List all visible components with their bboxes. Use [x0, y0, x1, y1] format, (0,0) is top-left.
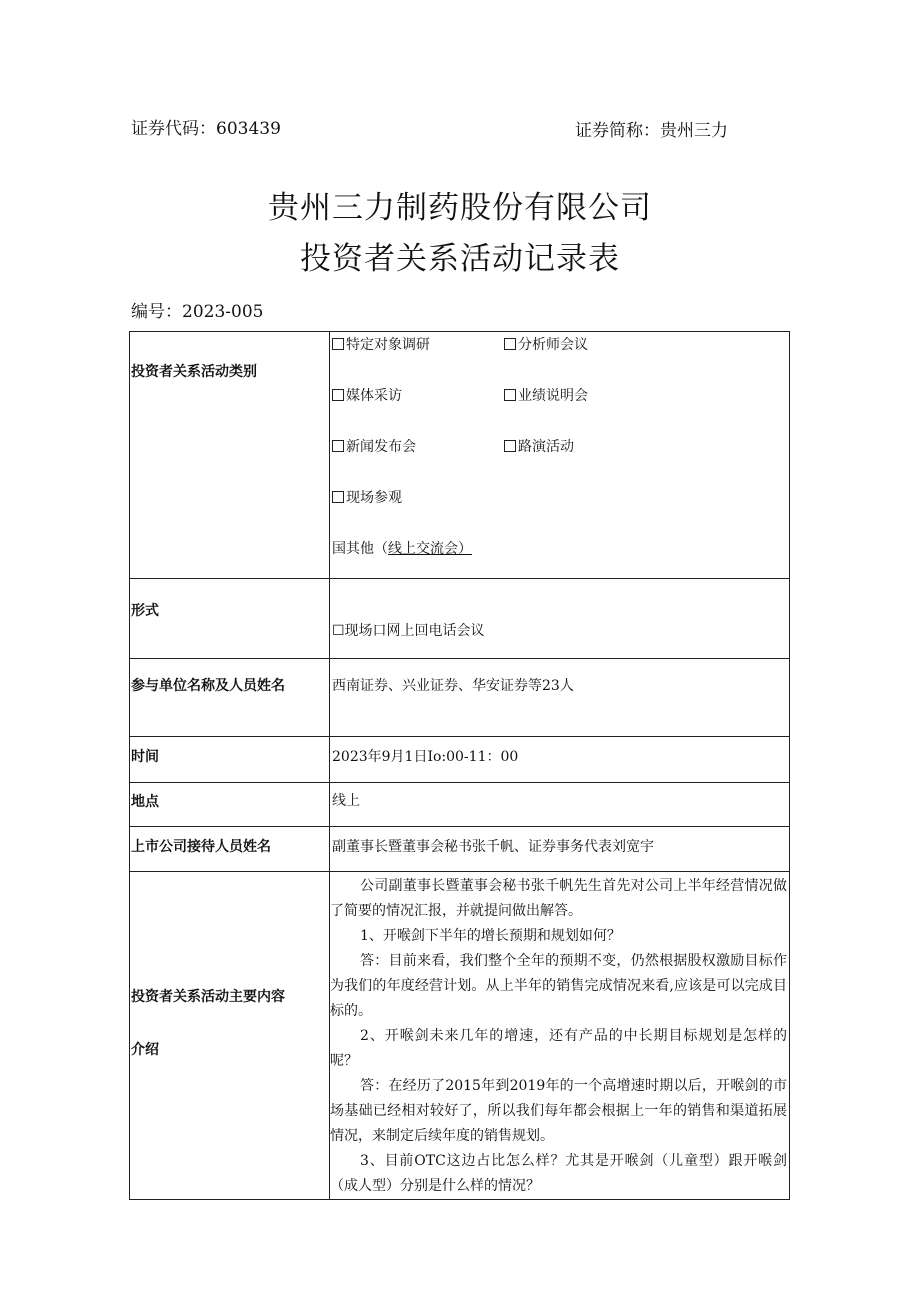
table-row-content	[130, 872, 790, 1200]
place-value-cell	[330, 783, 790, 827]
time-value: 2023年9月1日Io:00-11：00	[332, 749, 519, 765]
option-media-interview: 媒体采访	[332, 385, 402, 405]
form-value: ☐现场口网上回电话会议	[332, 623, 485, 639]
checkbox-icon	[504, 440, 516, 452]
place-value: 线上	[332, 793, 360, 809]
content-paragraph: 1、开喉剑下半年的增长预期和规划如何？	[360, 928, 621, 944]
reception-value: 副董事长暨董事会秘书张千帆、证券事务代表刘宽宇	[332, 839, 654, 855]
participants-value: 西南证券、兴业证券、华安证券等23人	[332, 678, 574, 694]
option-site-visit: 现场参观	[332, 487, 402, 507]
place-label-cell	[130, 783, 330, 827]
time-label: 时间	[131, 749, 159, 765]
option-other	[332, 538, 472, 558]
checkbox-icon	[504, 338, 516, 350]
table-row-category	[130, 332, 790, 579]
content-paragraph: 公司副董事长暨董事会秘书张千帆先生首先对公司上半年经营情况做了简要的情况汇报，并就提问做出解答。	[330, 878, 787, 919]
content-paragraph: 2、开喉剑未来几年的增速，还有产品的中长期目标规划是怎样的呢？	[330, 1028, 787, 1069]
content-label-line1: 投资者关系活动主要内容	[131, 989, 285, 1005]
reception-value-cell	[330, 827, 790, 872]
option-special-research: 特定对象调研	[332, 334, 430, 354]
category-label: 投资者关系活动类别	[131, 364, 257, 380]
time-label-cell	[130, 737, 330, 783]
form-value-cell	[330, 579, 790, 659]
content-paragraph: 答：目前来看，我们整个全年的预期不变，仍然根据股权激励目标作为我们的年度经营计划。从上半年的销售完成情况来看,应该是可以完成目标的。	[330, 953, 787, 1019]
participants-label-cell	[130, 659, 330, 737]
security-abbreviation: 证券简称：贵州三力	[575, 121, 728, 141]
table-row-form	[130, 579, 790, 659]
form-label-cell	[130, 579, 330, 659]
option-analyst-meeting: 分析师会议	[504, 334, 588, 354]
content-label-line2: 介绍	[131, 1042, 159, 1058]
table-row-place	[130, 783, 790, 827]
checkbox-icon	[332, 338, 344, 350]
option-press-conference: 新闻发布会	[332, 436, 416, 456]
record-table	[129, 331, 790, 1200]
time-value-cell	[330, 737, 790, 783]
option-roadshow: 路演活动	[504, 436, 574, 456]
option-other-prefix: 国其他（	[332, 541, 388, 557]
category-label-cell	[130, 332, 330, 579]
document-title: 投资者关系活动记录表	[300, 241, 620, 277]
reception-label: 上市公司接待人员姓名	[131, 839, 271, 855]
form-label: 形式	[131, 603, 159, 619]
category-options-cell	[330, 332, 790, 579]
content-body	[330, 872, 789, 1199]
checkbox-icon	[504, 389, 516, 401]
content-value-cell	[330, 872, 790, 1200]
participants-label: 参与单位名称及人员姓名	[131, 678, 285, 694]
content-paragraph: 答：在经历了2015年到2019年的一个高增速时期以后，开喉剑的市场基础已经相对较好了，所以我们每年都会根据上一年的销售和渠道拓展情况，来制定后续年度的销售规划。	[330, 1078, 787, 1144]
option-earnings-call: 业绩说明会	[504, 385, 588, 405]
content-label-cell	[130, 872, 330, 1200]
option-other-value: 线上交流会）	[388, 541, 472, 557]
table-row-participants	[130, 659, 790, 737]
document-number: 编号：2023-005	[131, 302, 264, 322]
table-row-reception	[130, 827, 790, 872]
participants-value-cell	[330, 659, 790, 737]
checkbox-icon	[332, 389, 344, 401]
reception-label-cell	[130, 827, 330, 872]
place-label: 地点	[131, 794, 159, 810]
content-paragraph: 3、目前OTC这边占比怎么样？尤其是开喉剑（儿童型）跟开喉剑（成人型）分别是什么样的情况？	[330, 1153, 787, 1194]
checkbox-icon	[332, 440, 344, 452]
company-title: 贵州三力制药股份有限公司	[268, 190, 652, 226]
security-code: 证券代码：603439	[131, 119, 281, 139]
checkbox-icon	[332, 491, 344, 503]
table-row-time	[130, 737, 790, 783]
